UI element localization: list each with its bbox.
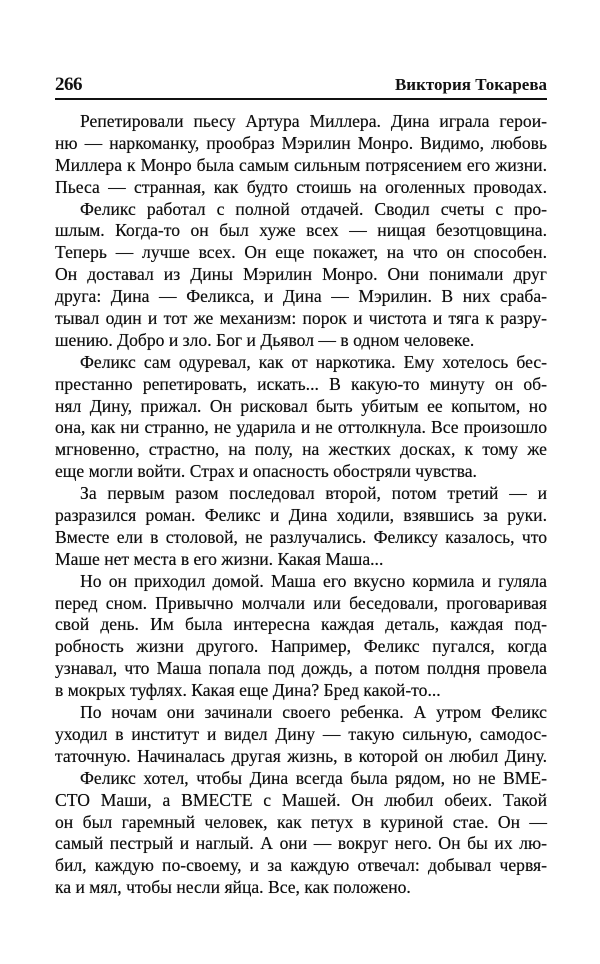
running-head-author: Виктория Токарева <box>394 75 547 94</box>
paragraph <box>55 571 547 702</box>
text-line: Репетировали пьесу Артура Миллера. Дина играла герои- <box>80 111 547 131</box>
text-line: За первым разом последовал второй, потом третий — и <box>80 483 547 504</box>
text-line: еще могли войти. Страх и опасность обостряли чувства. <box>55 461 477 482</box>
paragraph <box>55 768 547 899</box>
text-line: разразился роман. Феликс и Дина ходили, взявшись за руки. <box>55 505 547 526</box>
text-line: она, как ни странно, не ударила и не оттолкнула. Все произошло <box>55 417 547 438</box>
text-line: Но он приходил домой. Маша его вкусно кормила и гуляла <box>80 570 547 591</box>
text-line: свой день. Им была интересна каждая деталь, каждая под- <box>55 614 547 635</box>
text-line: Пьеса — странная, как будто стоишь на оголенных проводах. <box>55 176 547 197</box>
text-line: По ночам они зачинали своего ребенка. А утром Феликс <box>80 702 547 723</box>
text-line: СТО Маши, а ВМЕСТЕ с Машей. Он любил обеих. Такой <box>55 789 547 810</box>
text-line: самый пестрый и наглый. А они — вокруг него. Он бы их лю- <box>55 833 547 854</box>
paragraph <box>55 199 547 352</box>
text-line: тывал один и тот же механизм: порок и чистота и тяга к разру- <box>55 308 547 329</box>
text-line: Феликс сам одуревал, как от наркотика. Ему хотелось бес- <box>80 351 547 372</box>
text-line: престанно репетировать, искать... В какую-то минуту он об- <box>55 373 547 394</box>
text-line: он был гаремный человек, как петух в куриной стае. Он — <box>55 811 547 832</box>
text-line: робность жизни другого. Например, Феликс пугался, когда <box>55 636 547 657</box>
text-line: Маше нет места в его жизни. Какая Маша... <box>55 548 384 569</box>
paragraph <box>55 483 547 571</box>
text-line: ню — наркоманку, прообраз Мэрилин Монро. Видимо, любовь <box>55 132 547 153</box>
body-text <box>55 111 547 899</box>
text-line: уходил в институт и видел Дину — такую сильную, самодос- <box>55 723 547 744</box>
header-rule <box>55 98 547 100</box>
text-line: нял Дину, прижал. Он рисковал быть убитым ее копытом, но <box>55 395 547 416</box>
text-line: ка и мял, чтобы несли яйца. Все, как положено. <box>55 877 411 898</box>
text-line: Феликс работал с полной отдачей. Сводил счеты с про- <box>80 198 547 219</box>
text-line: Теперь — лучше всех. Он еще покажет, на что он способен. <box>55 242 547 263</box>
paragraph <box>55 702 547 768</box>
text-line: шлым. Когда-то он был хуже всех — нищая безотцовщина. <box>55 220 547 241</box>
paragraph <box>55 111 547 199</box>
text-line: в мокрых туфлях. Какая еще Дина? Бред какой-то... <box>55 680 441 701</box>
text-line: шению. Добро и зло. Бог и Дьявол — в одном человеке. <box>55 329 475 350</box>
text-line: узнавал, что Маша попала под дождь, а потом полдня провела <box>55 658 547 679</box>
paragraph <box>55 352 547 483</box>
text-line: Вместе ели в столовой, не разлучались. Феликсу казалось, что <box>55 526 547 547</box>
page-number: 266 <box>55 74 82 95</box>
text-line: друга: Дина — Феликса, и Дина — Мэрилин. В них сраба- <box>55 286 547 307</box>
running-header <box>55 74 547 98</box>
text-line: перед сном. Привычно молчали или беседовали, проговаривая <box>55 592 547 613</box>
text-line: Он доставал из Дины Мэрилин Монро. Они понимали друг <box>55 264 547 285</box>
text-line: мгновенно, страстно, на полу, на жестких досках, к тому же <box>55 439 547 460</box>
text-line: Миллера к Монро была самым сильным потрясением его жизни. <box>55 154 547 175</box>
text-line: бил, каждую по-своему, и за каждую отвечал: добывал червя- <box>55 855 547 876</box>
text-line: Феликс хотел, чтобы Дина всегда была рядом, но не ВМЕ- <box>80 767 547 788</box>
text-line: таточную. Начиналась другая жизнь, в которой он любил Дину. <box>55 745 547 766</box>
